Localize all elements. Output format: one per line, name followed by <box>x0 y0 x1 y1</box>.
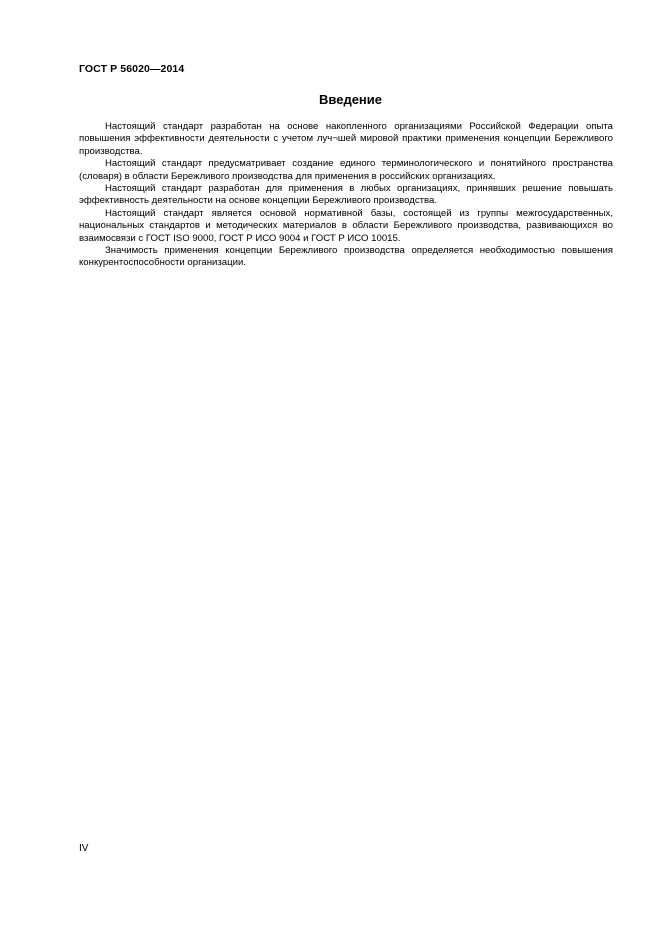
body-text <box>79 121 613 270</box>
paragraph: Значимость применения концепции Бережливого производства определяется необходимостью повышения конкурентоспособности организации. <box>79 245 613 269</box>
section-title: Введение <box>319 92 382 107</box>
document-header: ГОСТ Р 56020—2014 <box>79 63 185 75</box>
paragraph: Настоящий стандарт предусматривает создание единого терминологического и понятийного пространства (словаря) в области Бережливого производства для применения в российских организациях. <box>79 158 613 182</box>
paragraph: Настоящий стандарт разработан на основе накопленного организациями Российской Федерации опыта повышения эффективности деятельности с учетом луч¬шей мировой практики применения концепции Бережливого производства. <box>79 121 613 157</box>
paragraph: Настоящий стандарт является основой нормативной базы, состоящей из группы межгосударственных, национальных стандартов и методических материалов в области Бережливого производства, развивающихся во взаимосвязи с ГОСТ ISO 9000, ГОСТ Р ИСО 9004 и ГОСТ Р ИСО 10015. <box>79 207 613 244</box>
paragraph: Настоящий стандарт разработан для применения в любых организациях, принявших решение повышать эффективность деятельности на основе концепции Бережливого производства. <box>79 183 613 207</box>
page-number: IV <box>79 843 89 854</box>
